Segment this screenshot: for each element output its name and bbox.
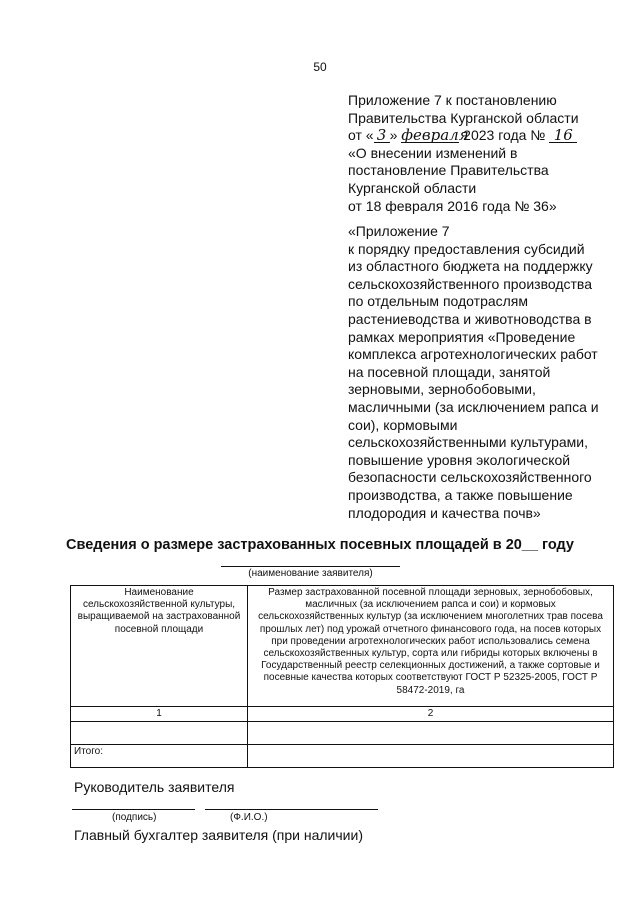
applicant-name-line	[221, 566, 400, 567]
table-number-row	[71, 707, 614, 722]
handwritten-month: февраля	[401, 126, 469, 145]
handwritten-day: 3	[374, 128, 390, 143]
total-row	[71, 745, 614, 768]
signature-line	[72, 809, 195, 810]
appendix2-line: зерновыми, зернобобовыми,	[348, 381, 536, 398]
applicant-name-caption: (наименование заявителя)	[248, 568, 373, 579]
appendix-date-line	[348, 127, 618, 145]
appendix2-line: рамках мероприятия «Проведение	[348, 328, 576, 345]
full-name-line	[205, 809, 378, 810]
page-title: Сведения о размере застрахованных посевных площадей в 20__ году	[66, 537, 574, 553]
date-year: 2023 года №	[459, 127, 546, 144]
appendix-line: Курганской области	[348, 179, 477, 196]
head-of-applicant-label: Руководитель заявителя	[74, 779, 235, 795]
column-number-2: 2	[248, 707, 614, 722]
appendix2-line: растениеводства и животноводства в	[348, 310, 592, 327]
appendix-line: от 18 февраля 2016 года № 36»	[348, 197, 557, 214]
table-row	[71, 722, 614, 745]
date-prefix: от «	[348, 127, 374, 144]
appendix-7-block	[348, 223, 610, 522]
page-number: 50	[313, 60, 327, 74]
appendix-line: Правительства Курганской области	[348, 109, 579, 126]
signature-caption: (подпись)	[112, 812, 157, 823]
header-crop-name: Наименование сельскохозяйственной культуры, выращиваемой на застрахованной посевной площади	[71, 586, 248, 707]
total-label: Итого:	[71, 745, 248, 768]
appendix2-line: масличными (за исключением рапса и	[348, 398, 599, 415]
appendix2-line: сельскохозяйственного производства	[348, 275, 592, 292]
date-mid: »	[389, 127, 402, 144]
table-header-row	[71, 586, 614, 707]
crop-area-table	[70, 585, 614, 768]
appendix2-line: сои), кормовыми	[348, 416, 458, 433]
insured-area-cell	[248, 722, 614, 745]
full-name-caption: (Ф.И.О.)	[230, 812, 268, 823]
total-value-cell	[248, 745, 614, 768]
chief-accountant-label: Главный бухгалтер заявителя (при наличии)	[74, 827, 363, 843]
appendix-line: Приложение 7 к постановлению	[348, 92, 557, 108]
header-insured-area: Размер застрахованной посевной площади зерновых, зернобобовых, масличных (за исключением рапса и сои) и кормовых сельскохозяйственных культур (за исключением многолетних трав посева прошлых лет) под урожай отчетного финансового года, на посев которых при проведении агротехнологических работ использовались семена сельскохозяйственных культур, сорта или гибриды которых включены в Государственный реестр селекционных достижений, а также сортовые и посевные качества которых соответствуют ГОСТ Р 52325-2005, ГОСТ Р 58472-2019, га	[248, 586, 614, 707]
crop-name-cell	[71, 722, 248, 745]
appendix2-line: «Приложение 7	[348, 223, 450, 239]
appendix2-line: комплекса агротехнологических работ	[348, 346, 598, 363]
appendix-block	[348, 92, 618, 215]
handwritten-number: 16	[549, 128, 577, 143]
appendix-line: «О внесении изменений в	[348, 144, 518, 161]
appendix2-line: повышение уровня экологической	[348, 451, 571, 468]
appendix2-line: производства, а также повышение	[348, 486, 573, 503]
appendix2-line: по отдельным подотраслям	[348, 293, 529, 310]
appendix-line: постановление Правительства	[348, 162, 549, 179]
appendix2-line: сельскохозяйственными культурами,	[348, 434, 588, 451]
column-number-1: 1	[71, 707, 248, 722]
appendix2-line: к порядку предоставления субсидий	[348, 240, 585, 257]
appendix2-line: из областного бюджета на поддержку	[348, 258, 593, 275]
appendix2-line: на посевной площади, занятой	[348, 363, 551, 380]
appendix2-line: плодородия и качества почв»	[348, 504, 541, 521]
appendix2-line: безопасности сельскохозяйственного	[348, 469, 592, 486]
